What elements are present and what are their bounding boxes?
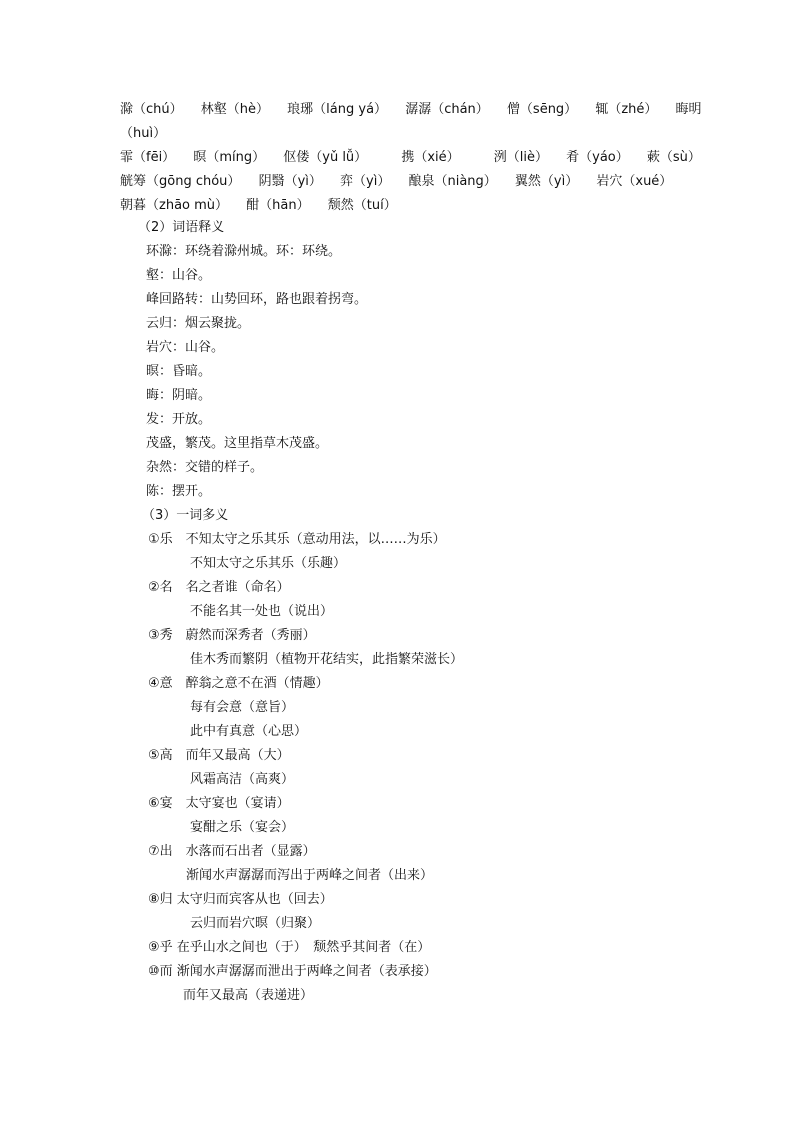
definition-item: 陈：摆开。: [146, 484, 212, 499]
polysemy-example: 风霜高洁（高爽）: [190, 772, 295, 787]
polysemy-example: 不知太守之乐其乐（乐趣）: [190, 556, 347, 571]
pinyin-item: 酿泉（niàng）: [408, 174, 497, 189]
pronunciation-row-2: [120, 149, 715, 167]
pronunciation-row-1: [120, 101, 716, 119]
polysemy-entry: ②名 名之者谁（命名）: [148, 580, 290, 595]
polysemy-entry: ①乐 不知太守之乐其乐（意动用法，以……为乐）: [148, 532, 446, 547]
polysemy-example: 此中有真意（心思）: [190, 724, 308, 739]
definition-item: 云归：烟云聚拢。: [146, 316, 251, 331]
pinyin-item: 携（xié）: [401, 150, 460, 165]
definition-item: 壑：山谷。: [146, 268, 212, 283]
pinyin-item: 阴翳（yì）: [258, 174, 322, 189]
pronunciation-row-1-wrap: （huì）: [120, 126, 167, 141]
pinyin-item: 晦明: [675, 102, 702, 117]
pinyin-item: 琅琊（láng yá）: [287, 102, 388, 117]
polysemy-example: 每有会意（意旨）: [190, 700, 295, 715]
definition-item: 杂然：交错的样子。: [146, 460, 264, 475]
pronunciation-row-4: [120, 197, 411, 215]
pinyin-item: 僧（sēng）: [506, 102, 578, 117]
polysemy-entry: ⑩而 渐闻水声潺潺而泄出于两峰之间者（表承接）: [148, 964, 437, 979]
definition-item: 晦：阴暗。: [146, 388, 212, 403]
pinyin-item: 洌（liè）: [493, 150, 548, 165]
polysemy-example: 而年又最高（表递进）: [183, 988, 314, 1003]
polysemy-entry: ⑧归 太守归而宾客从也（回去）: [148, 892, 333, 907]
polysemy-example: 不能名其一处也（说出）: [190, 604, 334, 619]
pinyin-item: 潺潺（chán）: [405, 102, 489, 117]
pinyin-item: 翼然（yì）: [514, 174, 579, 189]
pronunciation-row-3: [120, 173, 686, 191]
pinyin-item: 肴（yáo）: [566, 150, 629, 165]
pinyin-item: 林壑（hè）: [200, 102, 270, 117]
polysemy-example: 佳木秀而繁阴（植物开花结实，此指繁荣滋长）: [190, 652, 464, 667]
pinyin-item: 岩穴（xué）: [596, 174, 673, 189]
pinyin-item: 霏（fēi）: [120, 150, 176, 165]
pinyin-item: 朝暮（zhāo mù）: [120, 198, 229, 213]
pinyin-item: 滁（chú）: [120, 102, 183, 117]
polysemy-entry: ⑥宴 太守宴也（宴请）: [148, 796, 290, 811]
definition-item: 环滁：环绕着滁州城。环：环绕。: [146, 244, 342, 259]
polysemy-entry: ③秀 蔚然而深秀者（秀丽）: [148, 628, 316, 643]
polysemy-entry: ⑨乎 在乎山水之间也（于） 颓然乎其间者（在）: [148, 940, 431, 955]
polysemy-entry: ⑦出 水落而石出者（显露）: [148, 844, 316, 859]
pinyin-item: 颓然（tuí）: [327, 198, 397, 213]
definition-item: 茂盛，繁茂。这里指草木茂盛。: [146, 436, 329, 451]
polysemy-example: 宴酣之乐（宴会）: [190, 820, 295, 835]
polysemy-entry: ④意 醉翁之意不在酒（情趣）: [148, 676, 329, 691]
definitions-heading: （2）词语释义: [138, 220, 225, 235]
definition-item: 峰回路转：山势回环，路也跟着拐弯。: [146, 292, 368, 307]
pinyin-item: 辄（zhé）: [595, 102, 658, 117]
pinyin-item: 蔌（sù）: [646, 150, 701, 165]
polysemy-heading: （3）一词多义: [142, 508, 229, 523]
polysemy-example: 云归而岩穴暝（归聚）: [190, 916, 321, 931]
definition-item: 暝：昏暗。: [146, 364, 212, 379]
pinyin-item: 觥筹（gōng chóu）: [120, 174, 241, 189]
pinyin-item: 暝（míng）: [193, 150, 266, 165]
polysemy-entry: ⑤高 而年又最高（大）: [148, 748, 290, 763]
pinyin-item: 酣（hān）: [246, 198, 310, 213]
polysemy-example: 渐闻水声潺潺而泻出于两峰之间者（出来）: [186, 868, 434, 883]
definition-item: 发：开放。: [146, 412, 212, 427]
definition-item: 岩穴：山谷。: [146, 340, 225, 355]
pinyin-item: 伛偻（yǔ lǚ）: [283, 150, 368, 165]
pinyin-item: 弈（yì）: [340, 174, 391, 189]
